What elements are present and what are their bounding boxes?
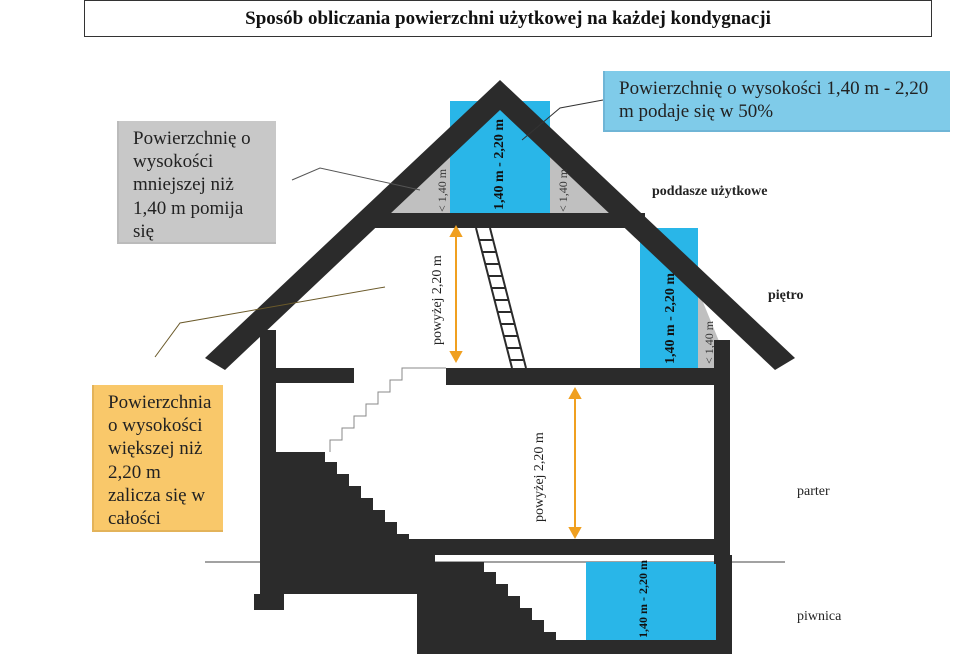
- floor-label-ground: parter: [797, 484, 830, 499]
- label-height-ground: powyżej 2,20 m: [532, 432, 547, 522]
- diagram-title: Sposób obliczania powierzchni użytkowej na każdej kondygnacji: [84, 0, 932, 37]
- floor-label-upper: piętro: [768, 288, 804, 303]
- ladder: [476, 228, 526, 368]
- basement-floor: [417, 640, 732, 654]
- attic-floor: [360, 213, 645, 228]
- left-foot: [254, 594, 284, 610]
- label-attic-mid: 1,40 m - 2,20 m: [492, 119, 507, 210]
- callout-full-area: Powierzchnia o wysokości większej niż 2,20 m zalicza się w całości: [92, 385, 223, 532]
- arrow-ground: [570, 389, 580, 537]
- floor-label-basement: piwnica: [797, 609, 842, 624]
- floor-label-attic: poddasze użytkowe: [652, 184, 768, 199]
- stair-solid-basement: [435, 562, 556, 640]
- upper-floor-right: [446, 368, 714, 385]
- label-attic-left: < 1,40 m: [435, 168, 449, 212]
- left-wall: [260, 330, 276, 594]
- label-attic-right: < 1,40 m: [556, 168, 570, 212]
- label-upper-small: < 1,40 m: [702, 320, 716, 364]
- label-height-upper: powyżej 2,20 m: [430, 255, 445, 345]
- basement-left-wall: [417, 555, 435, 647]
- callout-partial-area: Powierzchnię o wysokości 1,40 m - 2,20 m podaje się w 50%: [603, 71, 950, 132]
- basement-zone-blue: [586, 562, 716, 640]
- label-upper-mid: 1,40 m - 2,20 m: [663, 273, 678, 364]
- ground-floor-slab: [330, 539, 730, 555]
- arrow-upper: [451, 227, 461, 361]
- upper-floor-left: [276, 368, 354, 383]
- basement-right-wall: [716, 555, 732, 647]
- stair-solid-ground: [276, 452, 417, 594]
- callout-excluded-area: Powierzchnię o wysokości mniejszej niż 1,40 m pomija się: [117, 121, 276, 244]
- right-wall: [714, 340, 730, 564]
- label-basement: 1,40 m - 2,20 m: [636, 560, 650, 638]
